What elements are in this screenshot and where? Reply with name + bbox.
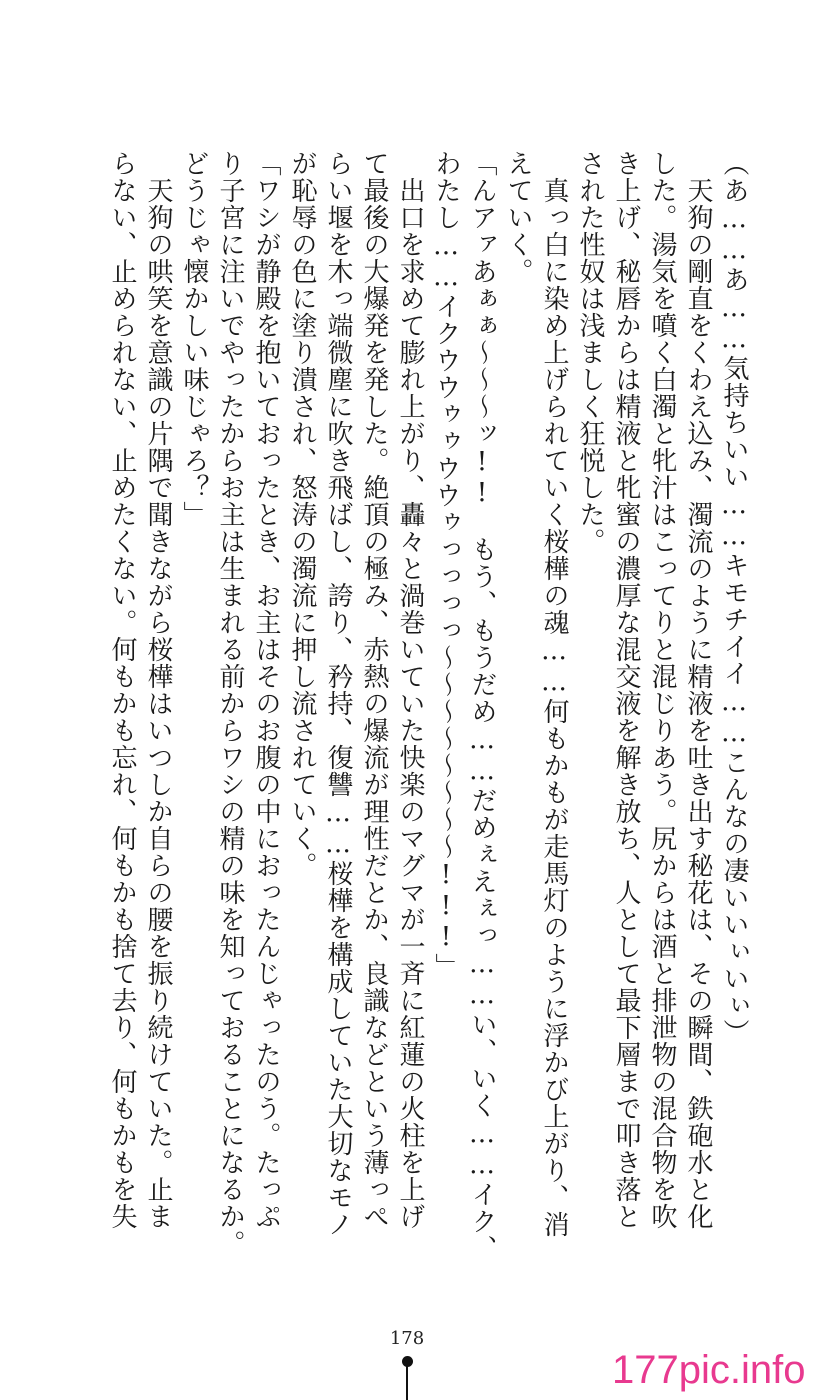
text-column: 天狗の剛直をくわえ込み、濁流のように精液を吐き出す秘花は、その瞬間、鉄砲水と化	[683, 150, 713, 1230]
text-column: どうじゃ懐かしい味じゃろ？」	[179, 150, 209, 528]
page-number: 178	[389, 1328, 425, 1349]
text-column: 天狗の哄笑を意識の片隅で聞きながら桜樺はいつしか自らの腰を振り続けていた。止ま	[143, 150, 173, 1230]
text-column: された性奴は浅ましく狂悦した。	[575, 150, 605, 555]
text-column: らない、止められない、止めたくない。何もかも忘れ、何もかも捨て去り、何もかもを失	[107, 150, 137, 1230]
vertical-text-block	[52, 150, 752, 1310]
text-column: て最後の大爆発を発した。絶頂の極み、赤熱の爆流が理性だとか、良識などという薄っぺ	[359, 150, 389, 1230]
text-column: えていく。	[503, 150, 533, 285]
text-column: が恥辱の色に塗り潰され、怒涛の濁流に押し流されていく。	[287, 150, 317, 879]
text-column: 「ワシが静殿を抱いておったとき、お主はそのお腹の中におったんじゃったのう。たっぷ	[251, 150, 281, 1230]
text-column: 真っ白に染め上げられていく桜樺の魂……何もかもが走馬灯のように浮かび上がり、消	[539, 150, 569, 1238]
divider-line	[406, 1366, 408, 1400]
watermark-link[interactable]: 177pic.info	[612, 1348, 806, 1392]
text-column: り子宮に注いでやったからお主は生まれる前からワシの精の味を知っておることになるか。	[215, 150, 245, 1257]
text-column: 「んアァあぁぁ～～～ッ!! もう、もうだめ……だめぇえぇっ……い、いく……イク、	[467, 150, 497, 1262]
text-column: らい堰を木っ端微塵に吹き飛ばし、誇り、矜持、復讐……桜樺を構成していた大切なモノ	[323, 150, 353, 1238]
text-column: （あ……あ……気持ちいい……キモチイイ……こんなの凄いいぃいぃ）	[719, 150, 749, 1046]
text-column: わたし……イクウウゥゥウウゥっっっっ～～～～～～～～!!!」	[431, 150, 461, 980]
text-column: き上げ、秘唇からは精液と牝蜜の濃厚な混交液を解き放ち、人として最下層まで叩き落と	[611, 150, 641, 1230]
text-column: した。湯気を噴く白濁と牝汁はこってりと混じりあう。尻からは酒と排泄物の混合物を吹	[647, 150, 677, 1230]
text-column: 出口を求めて膨れ上がり、轟々と渦巻いていた快楽のマグマが一斉に紅蓮の火柱を上げ	[395, 150, 425, 1230]
